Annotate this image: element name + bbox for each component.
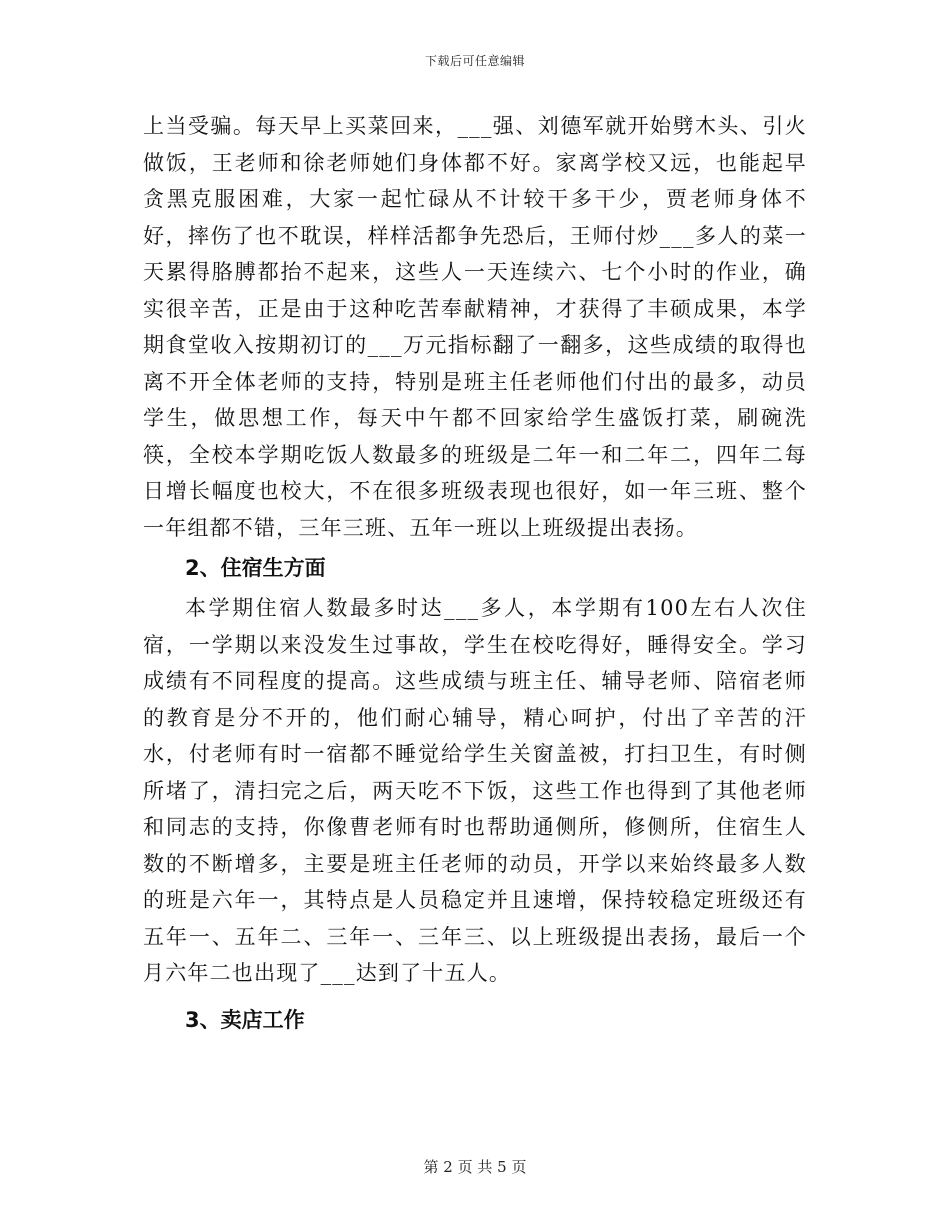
page-header: 下载后可任意编辑 (424, 54, 525, 68)
paragraph-dormitory: 本学期住宿人数最多时达___多人，本学期有100左右人次住宿，一学期以来没发生过事故，学生在校吃得好，睡得安全。学习成绩有不同程度的提高。这些成绩与班主任、辅导老师、陪宿老师的教育是分不开的，他们耐心辅导，精心呵护，付出了辛苦的汗水，付老师有时一宿都不睡觉给学生关窗盖被，打扫卫生，有时侧所堵了，清扫完之后，两天吃不下饭，这些工作也得到了其他老师和同志的支持，你像曹老师有时也帮助通侧所，修侧所，住宿生人数的不断增多，主要是班主任老师的动员，开学以来始终最多人数的班是六年一，其特点是人员稳定并且速增，保持较稳定班级还有五年一、五年二、三年一、三年三、以上班级提出表扬，最后一个月六年二也出现了___达到了十五人。 (143, 596, 807, 985)
section-heading-dormitory: 2、住宿生方面 (185, 556, 326, 580)
page-footer: 第 2 页 共 5 页 (423, 1158, 527, 1176)
section-heading-shop: 3、卖店工作 (185, 1007, 305, 1032)
document-body (143, 108, 807, 1042)
paragraph-canteen: 上当受骗。每天早上买菜回来，___强、刘德军就开始劈木头、引火做饭，王老师和徐老师她们身体都不好。家离学校又远，也能起早贪黑克服困难，大家一起忙碌从不计较干多干少，贾老师身体不好，摔伤了也不耽误，样样活都争先恐后，王师付炒___多人的菜一天累得胳膊都抬不起来，这些人一天连续六、七个小时的作业，确实很辛苦，正是由于这种吃苦奉献精神，才获得了丰硕成果，本学期食堂收入按期初订的___万元指标翻了一翻多，这些成绩的取得也离不开全体老师的支持，特别是班主任老师他们付出的最多，动员学生，做思想工作，每天中午都不回家给学生盛饭打菜，刷碗洗筷，全校本学期吃饭人数最多的班级是二年一和二年二，四年二每日增长幅度也校大，不在很多班级表现也很好，如一年三班、整个一年组都不错，三年三班、五年一班以上班级提出表扬。 (143, 114, 807, 540)
